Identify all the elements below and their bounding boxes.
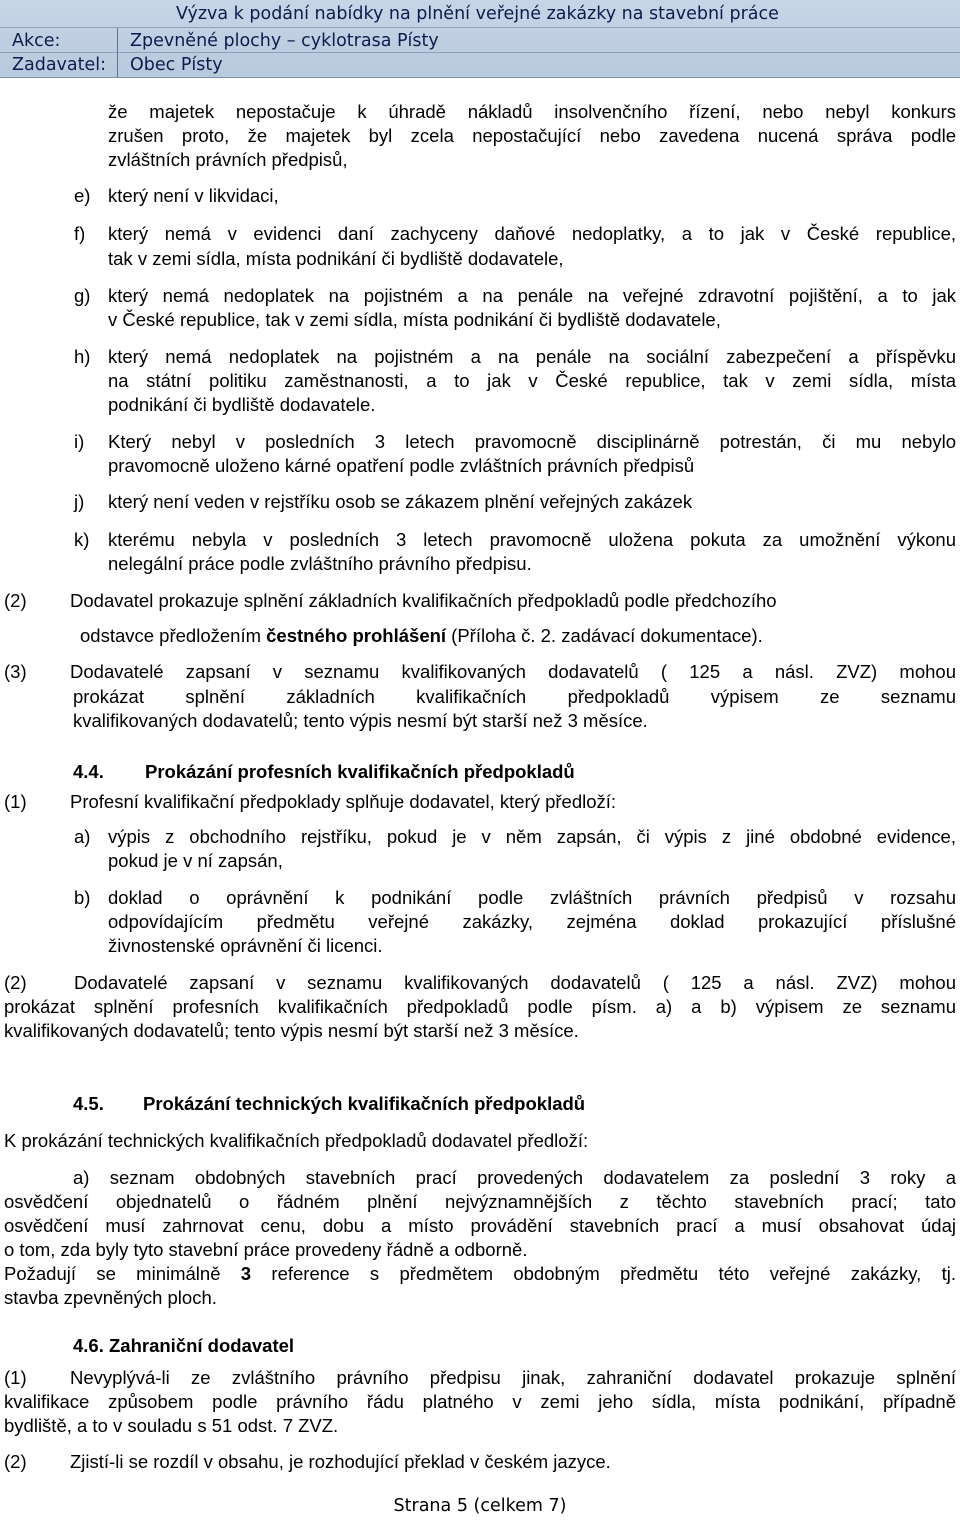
list-marker-j: j) <box>74 491 85 512</box>
list-item-i-line: pravomocně uloženo kárné opatření podle zvláštních právních předpisů <box>108 455 695 476</box>
list-marker-h: h) <box>74 346 91 367</box>
list-item-d-line: že majetek nepostačuje k úhradě nákladů insolvenčního řízení, nebo nebyl konkurs <box>108 101 956 122</box>
list-marker-e: e) <box>74 185 91 206</box>
akce-value: Zpevněné plochy – cyklotrasa Písty <box>130 31 439 51</box>
list-item-b-line: doklad o oprávnění k podnikání podle zvláštních právních předpisů v rozsahu <box>108 887 956 908</box>
list-item-f-line: tak v zemi sídla, místa podnikání či bydliště dodavatele, <box>108 248 564 269</box>
document-header <box>0 0 960 78</box>
paragraph-marker: (1) <box>4 1367 27 1388</box>
paragraph-line: Požadují se minimálně 3 reference s předmětem obdobným předmětu této veřejné zakázky, tj. <box>4 1263 956 1284</box>
paragraph-marker: (3) <box>4 661 27 682</box>
zadavatel-label: Zadavatel: <box>12 55 107 75</box>
list-item-i-line: Který nebyl v posledních 3 letech pravomocně disciplinárně potrestán, či mu nebylo <box>108 431 956 452</box>
list-item-g-line: který nemá nedoplatek na pojistném a na penále na veřejné zdravotní pojištění, a to jak <box>108 285 956 306</box>
list-item-h-line: podnikání či bydliště dodavatele. <box>108 394 376 415</box>
list-item-e: který není v likvidaci, <box>108 185 279 206</box>
paragraph-2-line: odstavce předložením čestného prohlášení (Příloha č. 2. zadávací dokumentace). <box>80 625 763 646</box>
paragraph-line: bydliště, a to v souladu s 51 odst. 7 ZVZ. <box>4 1415 339 1436</box>
list-item-k-line: kterému nebyla v posledních 3 letech pravomocně uložena pokuta za umožnění výkonu <box>108 529 956 550</box>
list-item-a-line: pokud je v ní zapsán, <box>108 850 283 871</box>
paragraph-line: osvědčení objednatelů o řádném plnění nejvýznamnějších z těchto stavebních prací; tato <box>4 1191 956 1212</box>
section-heading: Prokázání technických kvalifikačních předpokladů <box>143 1093 586 1114</box>
list-item-k-line: nelegální práce podle zvláštního právního předpisu. <box>108 553 532 574</box>
list-item-h-line: na státní politiku zaměstnanosti, a to jak v České republice, tak v zemi sídla, místa <box>108 370 956 391</box>
zadavatel-value: Obec Písty <box>130 55 223 75</box>
list-item-b-line: živnostenské oprávnění či licenci. <box>108 935 383 956</box>
list-item-j: který není veden v rejstříku osob se zákazem plnění veřejných zakázek <box>108 491 693 512</box>
list-marker-g: g) <box>74 285 91 306</box>
paragraph-line: osvědčení musí zahrnovat cenu, dobu a místo provádění stavebních prací a musí obsahovat údaj <box>4 1215 956 1236</box>
paragraph-marker: (2) <box>4 590 27 611</box>
section-heading: 4.6. Zahraniční dodavatel <box>73 1335 295 1356</box>
list-marker-k: k) <box>74 529 90 550</box>
paragraph-line: kvalifikovaných dodavatelů; tento výpis nesmí být starší než 3 měsíce. <box>4 1020 579 1041</box>
header-column-divider <box>117 28 118 77</box>
paragraph-line: Dodavatelé zapsaní v seznamu kvalifikovaných dodavatelů ( 125 a násl. ZVZ) mohou <box>74 972 956 993</box>
paragraph-line: Nevyplývá-li ze zvláštního právního předpisu jinak, zahraniční dodavatel prokazuje splnění <box>70 1367 956 1388</box>
section-number: 4.4. <box>73 761 104 782</box>
header-divider <box>0 27 960 28</box>
list-marker-f: f) <box>74 223 86 244</box>
section-number: 4.5. <box>73 1093 104 1114</box>
list-marker-a: a) <box>74 826 91 847</box>
paragraph-2-line: Dodavatel prokazuje splnění základních kvalifikačních předpokladů podle předchozího <box>70 590 777 611</box>
list-item-d-line: zrušen proto, že majetek byl zcela nepostačující nebo zavedena nucená správa podle <box>108 125 956 146</box>
page-number: Strana 5 (celkem 7) <box>393 1496 567 1516</box>
paragraph-3-line: kvalifikovaných dodavatelů; tento výpis nesmí být starší než 3 měsíce. <box>73 710 648 731</box>
list-item-h-line: který nemá nedoplatek na pojistném a na penále na sociální zabezpečení a příspěvku <box>108 346 956 367</box>
paragraph-3-line: prokázat splnění základních kvalifikačních předpokladů výpisem ze seznamu <box>73 686 956 707</box>
list-marker-b: b) <box>74 887 91 908</box>
paragraph-line: kvalifikace způsobem podle právního řádu platného v zemi jeho sídla, místa podnikání, případně <box>4 1391 956 1412</box>
list-item-f-line: který nemá v evidenci daní zachyceny daňové nedoplatky, a to jak v České republice, <box>108 223 956 244</box>
paragraph-marker: (1) <box>4 791 27 812</box>
paragraph-marker: (2) <box>4 1451 27 1472</box>
bold-phrase: čestného prohlášení <box>266 625 447 646</box>
list-item-b-line: odpovídajícím předmětu veřejné zakázky, zejména doklad prokazující příslušné <box>108 911 956 932</box>
header-title: Výzva k podání nabídky na plnění veřejné zakázky na stavební práce <box>176 4 779 24</box>
header-divider <box>0 52 960 53</box>
list-marker-i: i) <box>74 431 85 452</box>
akce-label: Akce: <box>12 31 61 51</box>
paragraph-line: a) seznam obdobných stavebních prací provedených dodavatelem za poslední 3 roky a <box>73 1167 956 1188</box>
paragraph-3-line: Dodavatelé zapsaní v seznamu kvalifikovaných dodavatelů ( 125 a násl. ZVZ) mohou <box>70 661 956 682</box>
paragraph-line: stavba zpevněných ploch. <box>4 1287 217 1308</box>
list-item-d-line: zvláštních právních předpisů, <box>108 149 348 170</box>
paragraph-line: prokázat splnění profesních kvalifikačních předpokladů podle písm. a) a b) výpisem ze seznamu <box>4 996 956 1017</box>
paragraph-text: K prokázání technických kvalifikačních předpokladů dodavatel předloží: <box>4 1130 589 1151</box>
list-item-a-line: výpis z obchodního rejstříku, pokud je v něm zapsán, či výpis z jiné obdobné evidence, <box>108 826 956 847</box>
paragraph-marker: (2) <box>4 972 27 993</box>
paragraph-line: o tom, zda byly tyto stavební práce provedeny řádně a odborně. <box>4 1239 528 1260</box>
list-item-g-line: v České republice, tak v zemi sídla, místa podnikání či bydliště dodavatele, <box>108 309 721 330</box>
paragraph-text: Profesní kvalifikační předpoklady splňuje dodavatel, který předloží: <box>70 791 617 812</box>
section-heading: Prokázání profesních kvalifikačních předpokladů <box>145 761 575 782</box>
paragraph-text: Zjistí-li se rozdíl v obsahu, je rozhodující překlad v českém jazyce. <box>70 1451 611 1472</box>
